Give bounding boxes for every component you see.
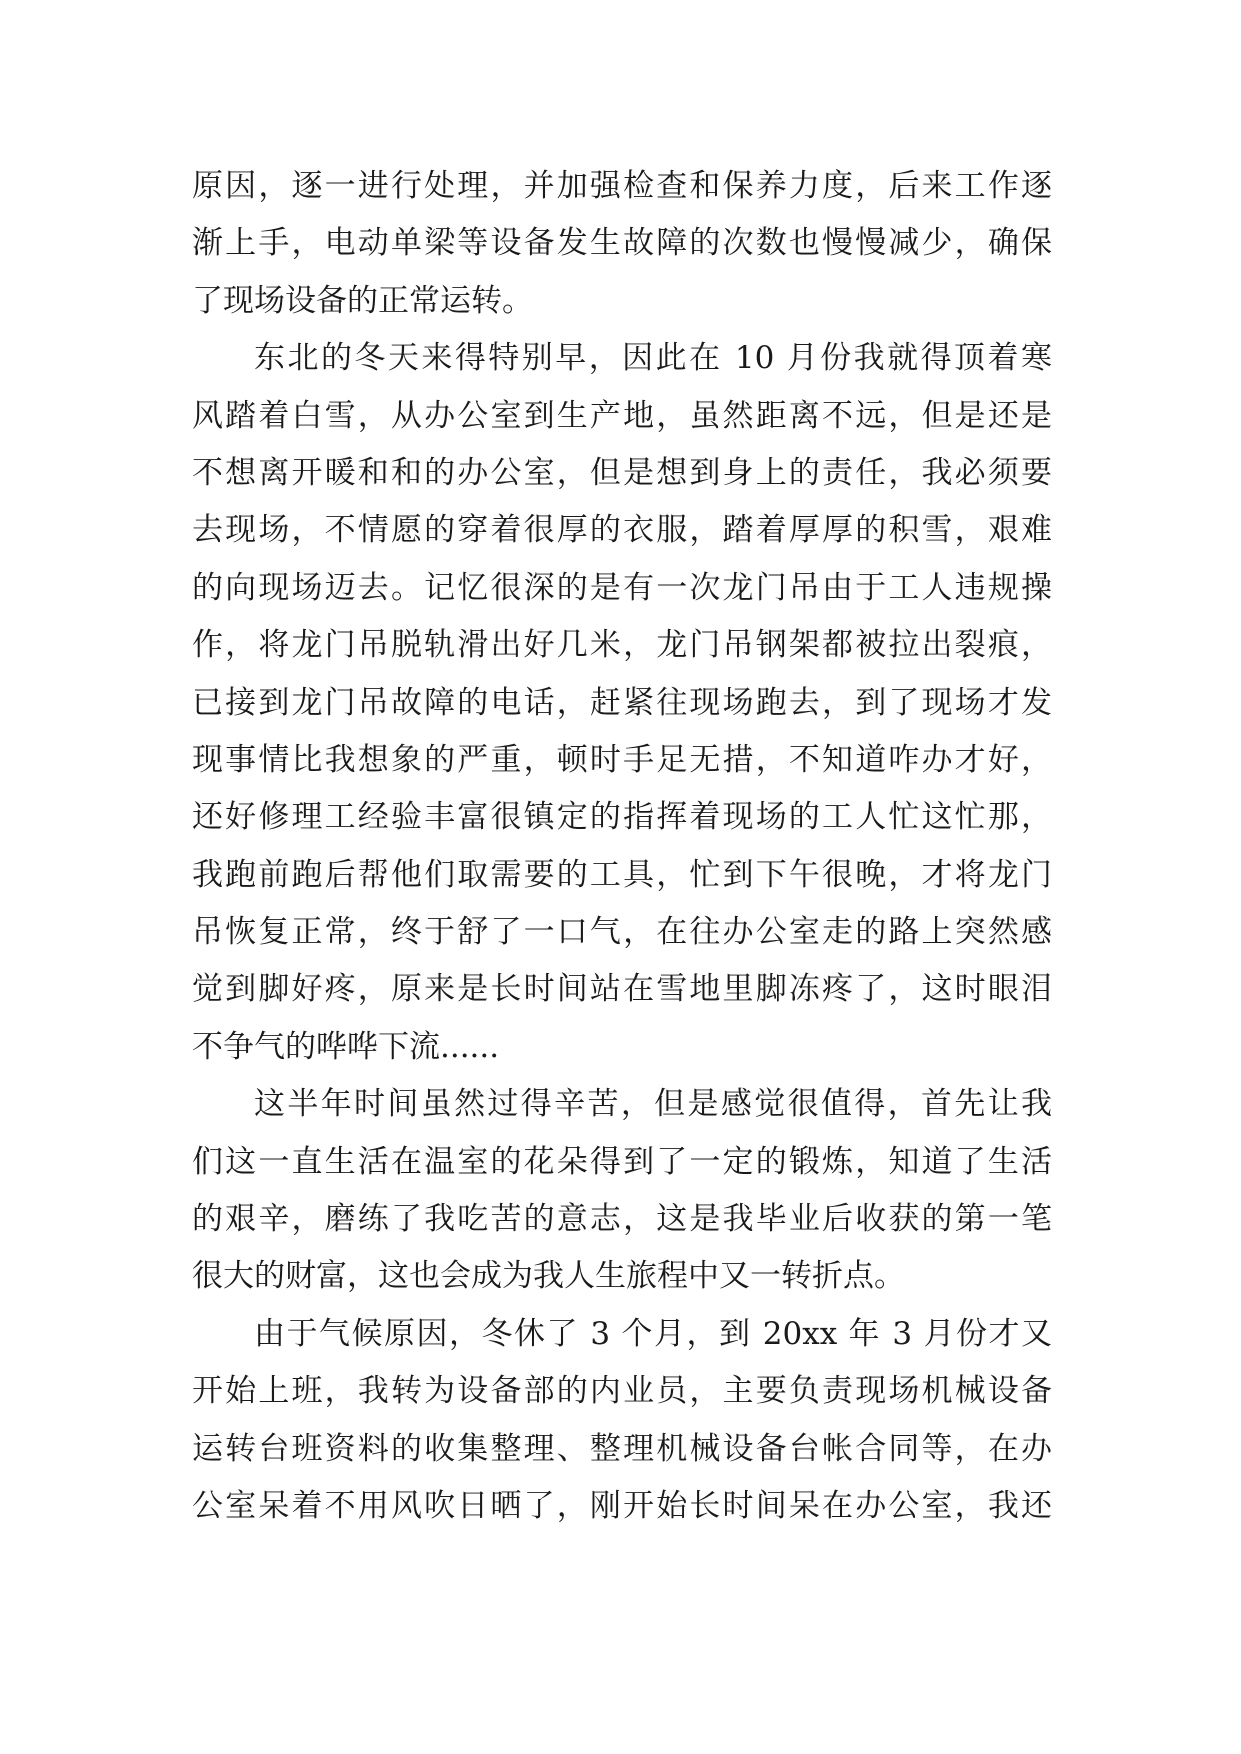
text-line: 去现场，不情愿的穿着很厚的衣服，踏着厚厚的积雪，艰难 xyxy=(192,512,1052,549)
paragraph xyxy=(192,330,1052,1076)
text-line: 吊恢复正常，终于舒了一口气，在往办公室走的路上突然感 xyxy=(192,914,1052,951)
text-line: 公室呆着不用风吹日晒了，刚开始长时间呆在办公室，我还 xyxy=(192,1487,1052,1524)
text-line: 不想离开暖和和的办公室，但是想到身上的责任，我必须要 xyxy=(192,454,1052,491)
text-line: 了现场设备的正常运转。 xyxy=(192,282,533,319)
document-body xyxy=(192,158,1052,1535)
text-line: 由于气候原因，冬休了 3 个月，到 20xx 年 3 月份才又 xyxy=(254,1315,1052,1352)
text-line: 东北的冬天来得特别早，因此在 10 月份我就得顶着寒 xyxy=(254,340,1052,377)
text-line: 这半年时间虽然过得辛苦，但是感觉很值得，首先让我 xyxy=(254,1086,1052,1123)
paragraph xyxy=(192,158,1052,330)
text-line: 运转台班资料的收集整理、整理机械设备台帐合同等，在办 xyxy=(192,1430,1052,1467)
text-line: 渐上手，电动单梁等设备发生故障的次数也慢慢减少，确保 xyxy=(192,225,1052,262)
text-line: 现事情比我想象的严重，顿时手足无措，不知道咋办才好， xyxy=(192,741,1052,778)
text-line: 还好修理工经验丰富很镇定的指挥着现场的工人忙这忙那， xyxy=(192,799,1052,836)
text-line: 原因，逐一进行处理，并加强检查和保养力度，后来工作逐 xyxy=(192,168,1052,204)
text-line: 的向现场迈去。记忆很深的是有一次龙门吊由于工人违规操 xyxy=(192,569,1052,606)
text-line: 开始上班，我转为设备部的内业员，主要负责现场机械设备 xyxy=(192,1373,1052,1410)
text-line: 觉到脚好疼，原来是长时间站在雪地里脚冻疼了，这时眼泪 xyxy=(192,971,1052,1008)
text-line: 风踏着白雪，从办公室到生产地，虽然距离不远，但是还是 xyxy=(192,397,1052,434)
text-line: 的艰辛，磨练了我吃苦的意志，这是我毕业后收获的第一笔 xyxy=(192,1201,1052,1238)
paragraph xyxy=(192,1306,1052,1536)
text-line: 我跑前跑后帮他们取需要的工具，忙到下午很晚，才将龙门 xyxy=(192,856,1052,893)
paragraph xyxy=(192,1076,1052,1306)
text-line: 作，将龙门吊脱轨滑出好几米，龙门吊钢架都被拉出裂痕， xyxy=(192,627,1052,664)
text-line: 们这一直生活在温室的花朵得到了一定的锻炼，知道了生活 xyxy=(192,1143,1052,1180)
text-line: 不争气的哗哗下流...... xyxy=(192,1028,500,1065)
text-line: 很大的财富，这也会成为我人生旅程中又一转折点。 xyxy=(192,1258,905,1295)
text-line: 已接到龙门吊故障的电话，赶紧往现场跑去，到了现场才发 xyxy=(192,684,1052,721)
